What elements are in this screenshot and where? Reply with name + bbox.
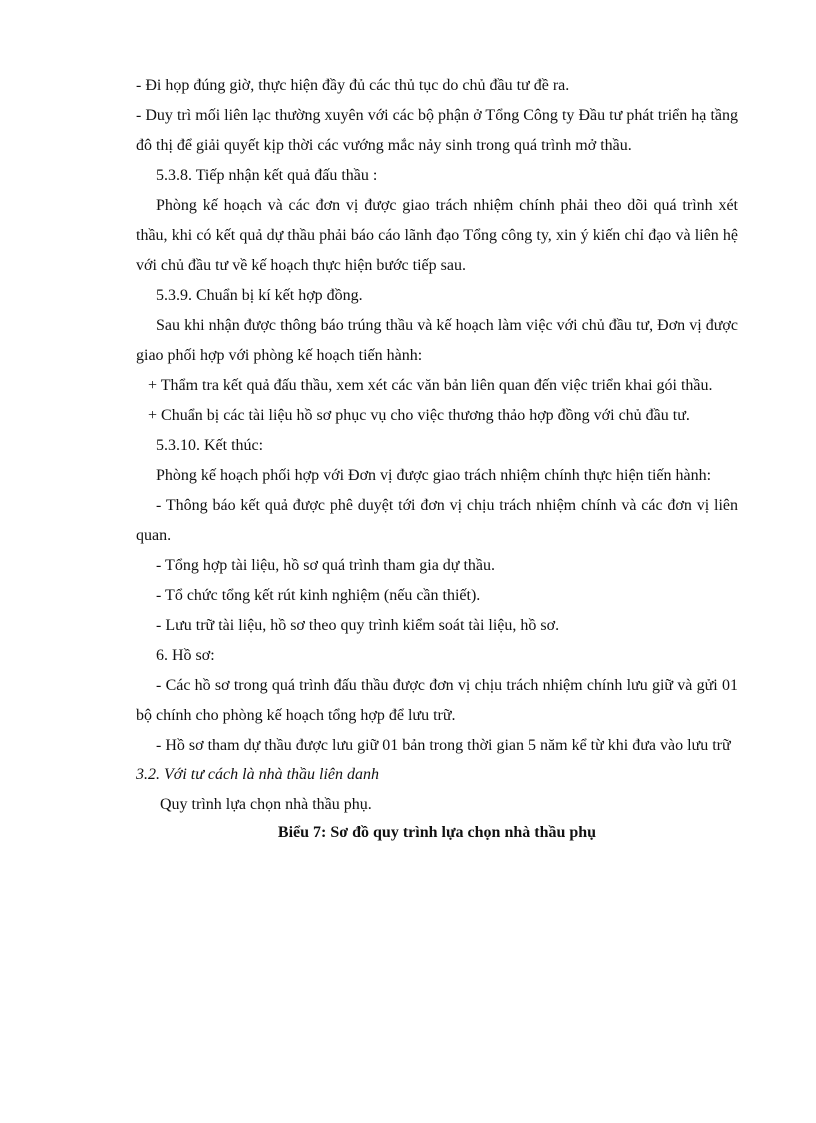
list-item-notify: - Thông báo kết quả được phê duyệt tới đơn vị chịu trách nhiệm chính và các đơn vị liên quan. bbox=[136, 497, 738, 544]
heading-5-3-8: 5.3.8. Tiếp nhận kết quả đấu thầu : bbox=[156, 167, 378, 184]
paragraph-planning-coordination: Phòng kế hoạch phối hợp với Đơn vị được giao trách nhiệm chính thực hiện tiến hành: bbox=[156, 467, 712, 484]
paragraph-liaison: - Duy trì mối liên lạc thường xuyên với các bộ phận ở Tổng Công ty Đầu tư phát triển hạ tầng đô thị để giải quyết kịp thời các vướng mắc nảy sinh trong quá trình mở thầu. bbox=[136, 107, 738, 154]
list-item-records-retention: - Hồ sơ tham dự thầu được lưu giữ 01 bản trong thời gian 5 năm kể từ khi đưa vào lưu trữ bbox=[156, 737, 731, 754]
list-item-compile: - Tổng hợp tài liệu, hồ sơ quá trình tham gia dự thầu. bbox=[156, 557, 496, 574]
paragraph-prepare-documents: + Chuẩn bị các tài liệu hồ sơ phục vụ cho việc thương thảo hợp đồng với chủ đầu tư. bbox=[148, 407, 690, 424]
paragraph-after-award: Sau khi nhận được thông báo trúng thầu và kế hoạch làm việc với chủ đầu tư, Đơn vị được giao phối hợp với phòng kế hoạch tiến hành: bbox=[136, 317, 738, 364]
figure-caption: Biểu 7: Sơ đồ quy trình lựa chọn nhà thầu phụ bbox=[277, 824, 597, 841]
list-item-archive: - Lưu trữ tài liệu, hồ sơ theo quy trình kiểm soát tài liệu, hồ sơ. bbox=[156, 617, 560, 634]
section-heading-3-2: 3.2. Với tư cách là nhà thầu liên danh bbox=[136, 766, 380, 783]
heading-6-records: 6. Hồ sơ: bbox=[156, 647, 215, 664]
paragraph-receive-results: Phòng kế hoạch và các đơn vị được giao trách nhiệm chính phải theo dõi quá trình xét thầu, khi có kết quả dự thầu phải báo cáo lãnh đạo Tổng công ty, xin ý kiến chỉ đạo và liên hệ với chủ đầu tư về kế hoạch thực hiện bước tiếp sau. bbox=[136, 197, 738, 274]
subsection-text: Quy trình lựa chọn nhà thầu phụ. bbox=[160, 796, 372, 813]
document-body bbox=[136, 71, 738, 847]
heading-5-3-9: 5.3.9. Chuẩn bị kí kết hợp đồng. bbox=[156, 287, 363, 304]
paragraph-meeting: - Đi họp đúng giờ, thực hiện đầy đủ các thủ tục do chủ đầu tư đề ra. bbox=[136, 77, 570, 94]
heading-5-3-10: 5.3.10. Kết thúc: bbox=[156, 437, 264, 454]
list-item-records-storage: - Các hồ sơ trong quá trình đấu thầu được đơn vị chịu trách nhiệm chính lưu giữ và gửi 01 bộ chính cho phòng kế hoạch tổng hợp để lưu trữ. bbox=[136, 677, 738, 724]
list-item-review: - Tổ chức tổng kết rút kinh nghiệm (nếu cần thiết). bbox=[156, 587, 481, 604]
paragraph-verify-results: + Thẩm tra kết quả đấu thầu, xem xét các văn bản liên quan đến việc triển khai gói thầu. bbox=[148, 377, 713, 394]
